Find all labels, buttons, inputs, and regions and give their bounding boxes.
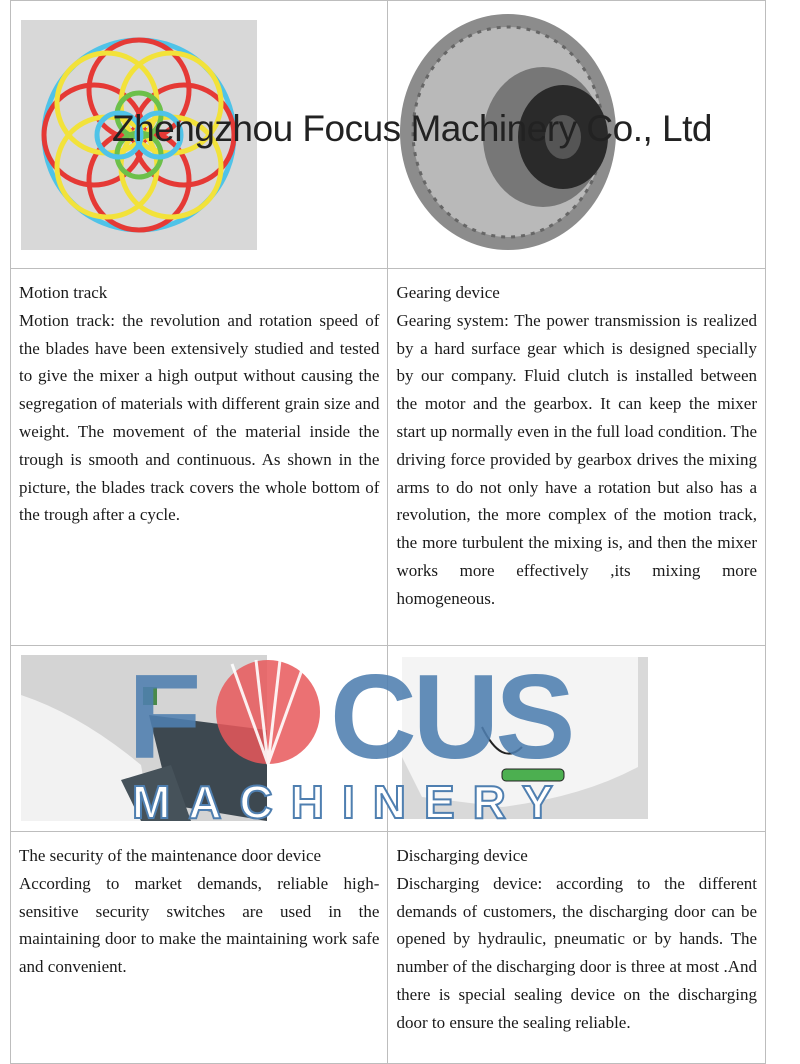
- motion-track-title: Motion track: [19, 283, 108, 302]
- gearing-body: Gearing system: The power transmission is realized by a hard surface gear which is designed specially by our company. Fluid clutch is installed between the motor and the gearbox. It can keep the mixer start up normally even in the full load condition. The driving force provided by gearbox drives the mixing arms to do not only have a rotation but also has a revolution, the more complex of the motion track, the more turbulent the mixing is, and then the mixer works more effectively ,its mixing more homogeneous.: [396, 310, 757, 608]
- discharging-cell: [388, 832, 766, 1064]
- watermark-company-name: Zhengzhou Focus Machinery Co., Ltd: [112, 108, 712, 149]
- discharging-image-cell: [388, 646, 766, 832]
- feature-table: [10, 0, 766, 1064]
- svg-text:CUS: CUS: [330, 650, 572, 784]
- motion-track-diagram: [21, 20, 257, 250]
- discharging-title: Discharging device: [396, 846, 528, 865]
- motion-track-cell: [11, 269, 388, 646]
- maintenance-door-body: According to market demands, reliable high-sensitive security switches are used in the maintaining door to make the maintaining work safe and convenient.: [19, 873, 380, 977]
- motion-track-body: Motion track: the revolution and rotation speed of the blades have been extensively studied and tested to give the mixer a high output without causing the segregation of materials with different grain size and weight. The movement of the material inside the trough is smooth and continuous. As shown in the picture, the blades track covers the whole bottom of the trough after a cycle.: [19, 310, 380, 525]
- maintenance-door-image-cell: [11, 646, 388, 832]
- maintenance-door-image: [21, 655, 267, 821]
- fluid-coupling-image: [398, 7, 634, 257]
- motion-track-image-cell: [11, 1, 388, 269]
- gearing-image-cell: [388, 1, 766, 269]
- gearing-cell: [388, 269, 766, 646]
- maintenance-door-title: The security of the maintenance door device: [19, 846, 322, 865]
- gearing-title: Gearing device: [396, 283, 500, 302]
- svg-text:MACHINERY: MACHINERY: [132, 776, 571, 828]
- svg-text:F: F: [128, 650, 198, 784]
- discharging-device-image: [402, 657, 648, 819]
- discharging-body: Discharging device: according to the different demands of customers, the discharging door can be opened by hydraulic, pneumatic or by hands. The number of the discharging door is three at most .And there is special sealing device on the discharging door to ensure the sealing reliable.: [396, 873, 757, 1032]
- maintenance-door-cell: [11, 832, 388, 1064]
